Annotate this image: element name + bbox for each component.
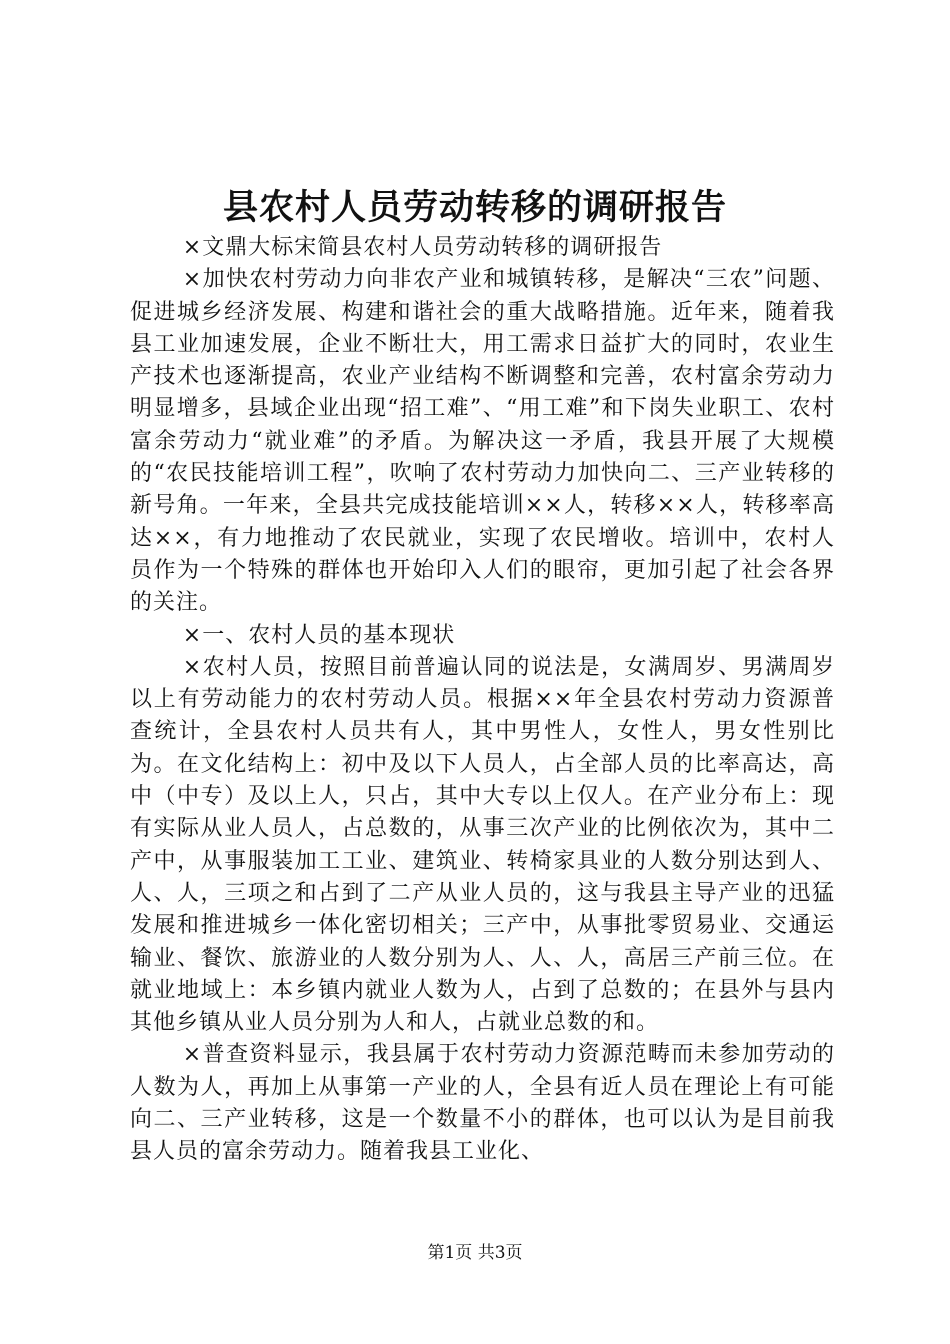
document-title: 县农村人员劳动转移的调研报告 [222,187,727,228]
paragraph-survey: ×普查资料显示，我县属于农村劳动力资源范畴而未参加劳动的人数为人，再加上从事第一产业的人，全县有近人员在理论上有可能向二、三产业转移，这是一个数量不小的群体，也可以认为是目前我县人员的富余劳动力。随着我县工业化、 [130,1042,835,1165]
section-heading: ×一、农村人员的基本现状 [182,622,456,648]
paragraph-status: ×农村人员，按照目前普遍认同的说法是，女满周岁、男满周岁以上有劳动能力的农村劳动人员。根据××年全县农村劳动力资源普查统计，全县农村人员共有人，其中男性人，女性人，男女性别比为。在文化结构上：初中及以下人员人，占全部人员的比率高达，高中（中专）及以上人，只占，其中大专以上仅人。在产业分布上：现有实际从业人员人，占总数的，从事三次产业的比例依次为，其中二产中，从事服装加工工业、建筑业、转椅家具业的人数分别达到人、人、人，三项之和占到了二产从业人员的，这与我县主导产业的迅猛发展和推进城乡一体化密切相关；三产中，从事批零贸易业、交通运输业、餐饮、旅游业的人数分别为人、人、人，高居三产前三位。在就业地域上：本乡镇内就业人数为人，占到了总数的；在县外与县内其他乡镇从业人员分别为人和人，占就业总数的和。 [130,654,835,1036]
paragraph-subtitle: ×文鼎大标宋简县农村人员劳动转移的调研报告 [182,235,663,260]
document-body [130,232,835,1169]
page-number-footer: 第1页 共3页 [427,1243,523,1263]
paragraph-intro: ×加快农村劳动力向非农产业和城镇转移，是解决“三农”问题、促进城乡经济发展、构建和谐社会的重大战略措施。近年来，随着我县工业加速发展，企业不断壮大，用工需求日益扩大的同时，农业生产技术也逐渐提高，农业产业结构不断调整和完善，农村富余劳动力明显增多，县域企业出现“招工难”、“用工难”和下岗失业职工、农村富余劳动力“就业难”的矛盾。为解决这一矛盾，我县开展了大规模的“农民技能培训工程”，吹响了农村劳动力加快向二、三产业转移的新号角。一年来，全县共完成技能培训××人，转移××人，转移率高达××，有力地推动了农民就业，实现了农民增收。培训中，农村人员作为一个特殊的群体也开始印入人们的眼帘，更加引起了社会各界的关注。 [130,267,835,616]
